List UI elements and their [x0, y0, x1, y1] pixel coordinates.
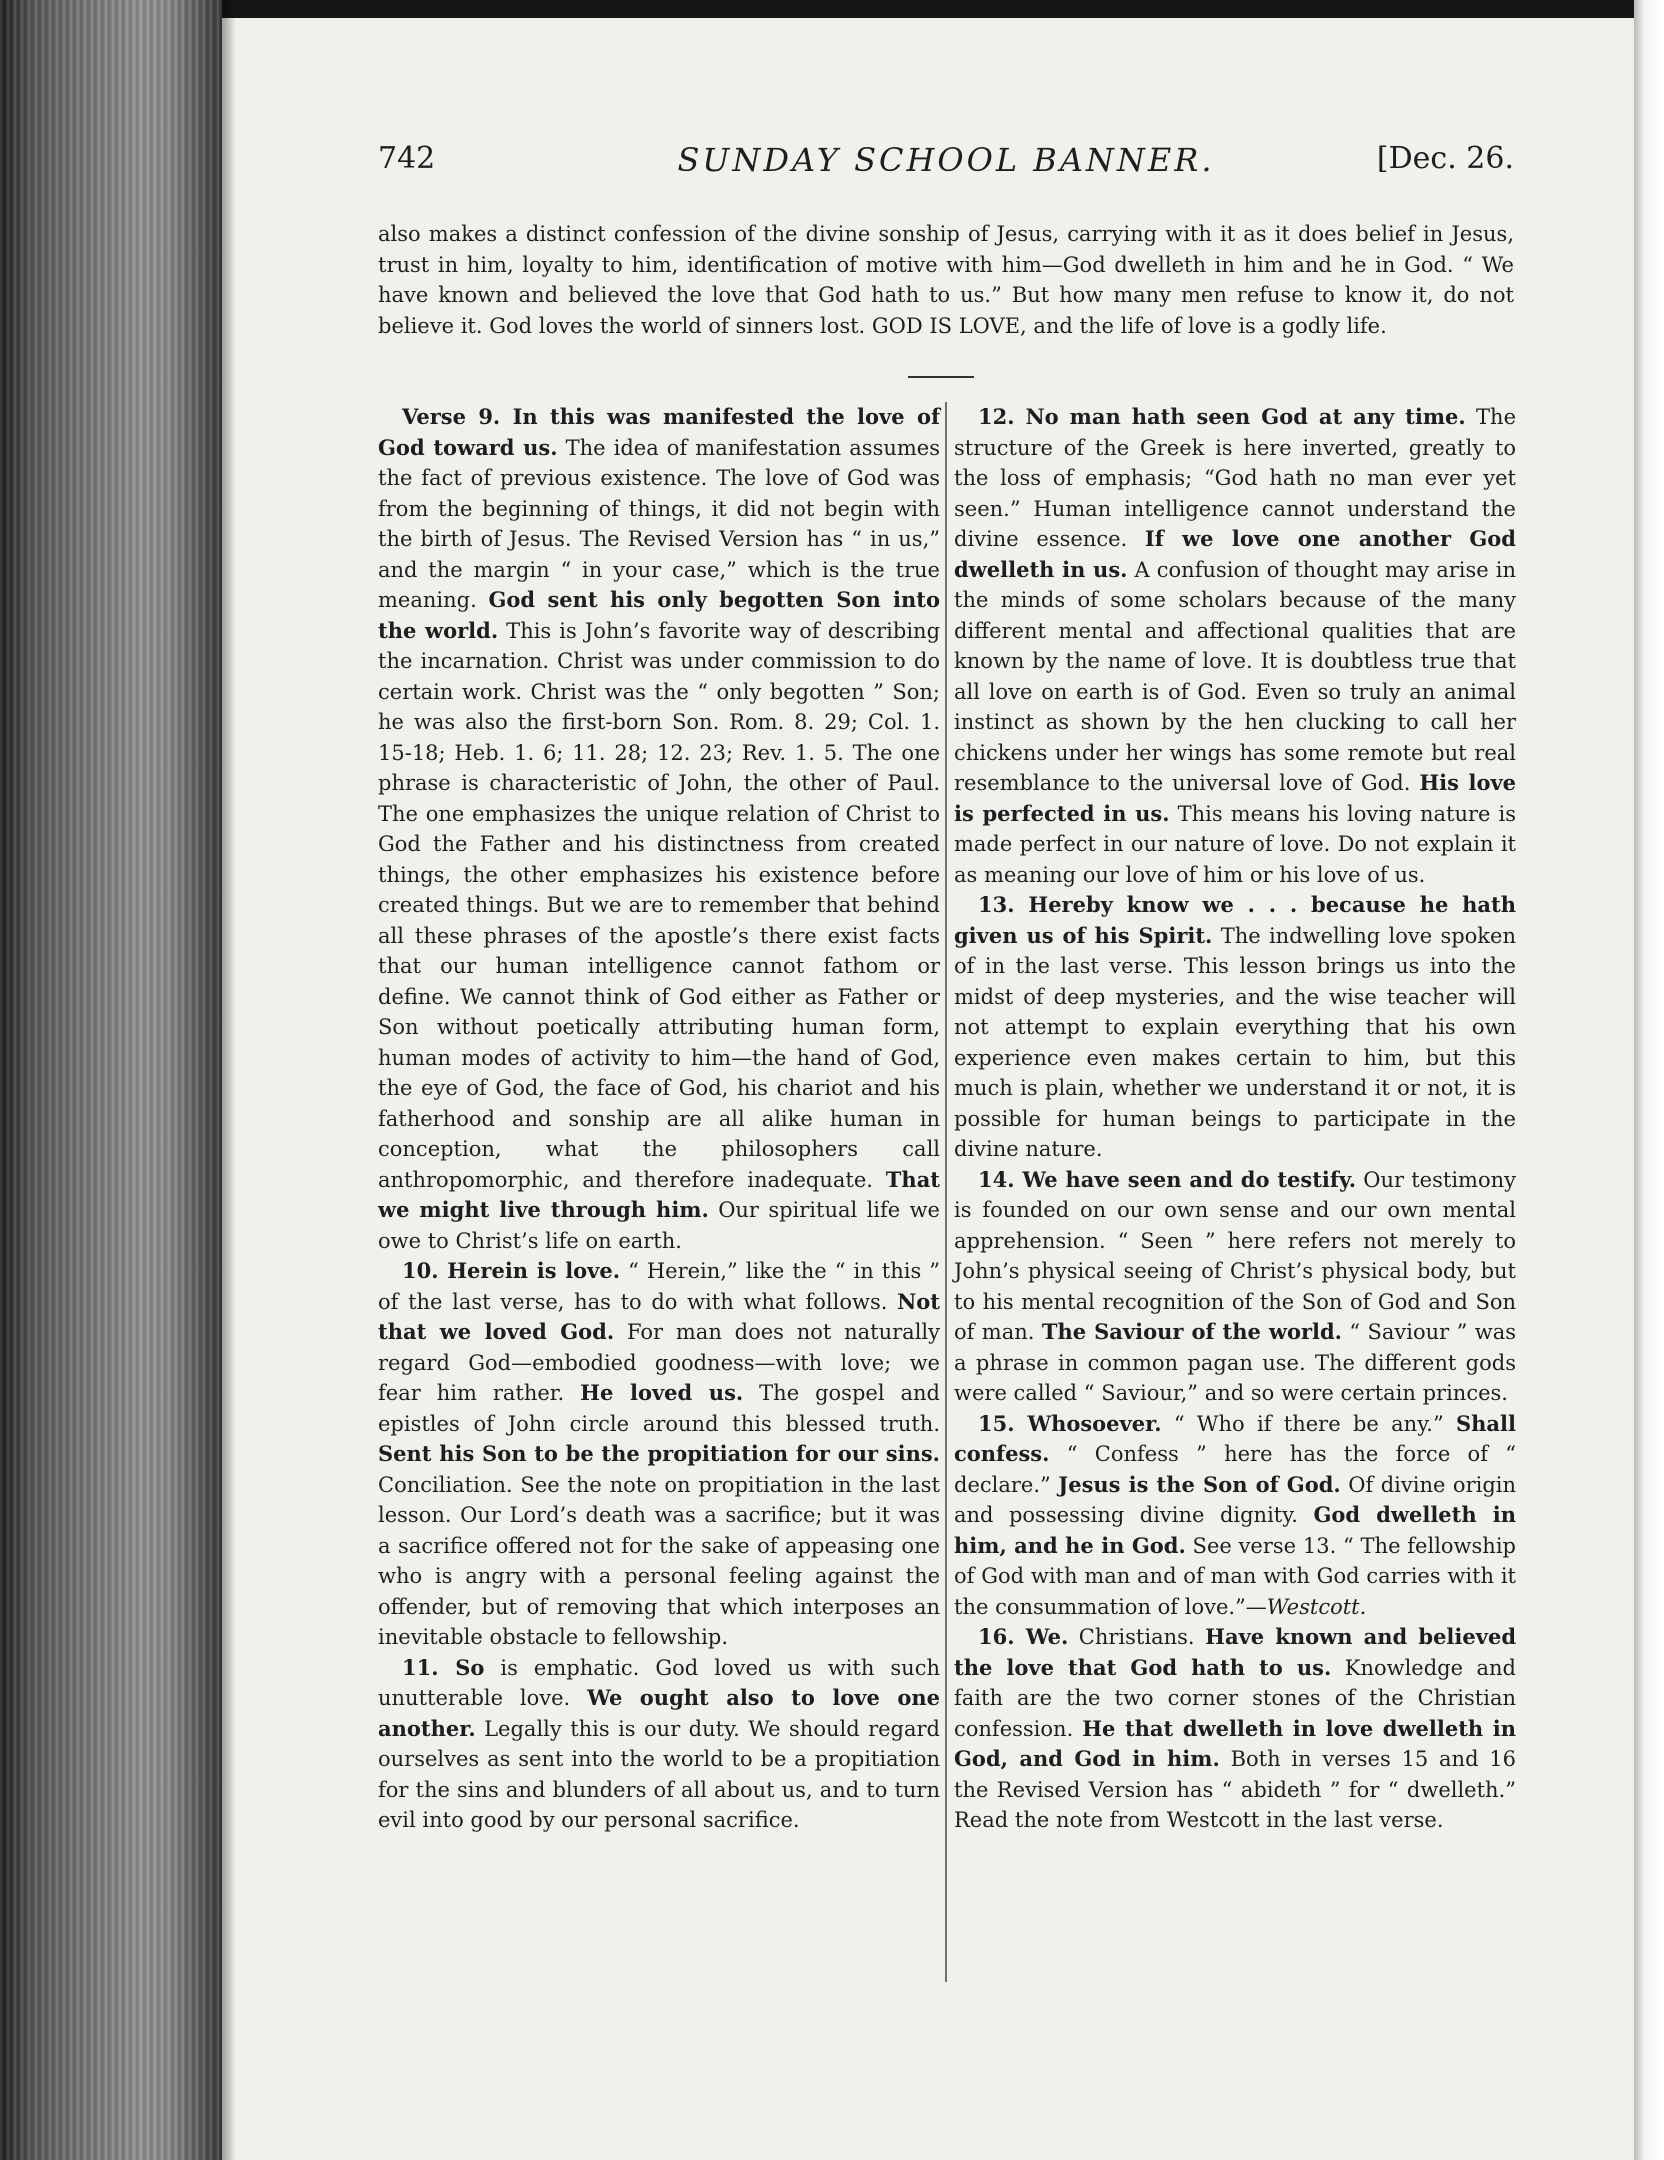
commentary-paragraph [378, 402, 940, 1256]
body-text: Our testimony is founded on our own sense and our own mental apprehension. “ Seen ” here refers not merely to John’s physical seeing of Christ’s physical body, but to his mental recognition of the Son of God and Son of man. [954, 1167, 1516, 1344]
commentary-paragraph [954, 1622, 1516, 1836]
right-column [954, 402, 1516, 1836]
body-text: Conciliation. See the note on propitiation in the last lesson. Our Lord’s death was a sacrifice; but it was a sacrifice offered not for the sake of appeasing one who is angry with a personal feeling against the offender, but of removing that which interposes an inevitable obstacle to fellowship. [378, 1472, 940, 1649]
page-number: 742 [378, 141, 436, 176]
bold-phrase: God sent his only begotten Son into the world. [378, 587, 941, 643]
body-text: The indwelling love spoken of in the last verse. This lesson brings us into the midst of deep mysteries, and the wise teacher will not attempt to explain everything that his own experience even makes certain to him, but this much is plain, whether we understand it or not, it is possible for human beings to participate in the divine nature. [954, 923, 1516, 1161]
section-rule [908, 376, 974, 378]
bold-phrase: Shall confess. [954, 1410, 1516, 1466]
bold-phrase: We ought also to love one another. [378, 1685, 941, 1741]
column-divider [945, 402, 947, 1982]
bold-phrase: Sent his Son to be the propitiation for our sins. [378, 1441, 940, 1466]
body-text: The structure of the Greek is here inverted, greatly to the loss of emphasis; “God hath no man ever yet seen.” Human intelligence cannot understand the divine essence. [954, 405, 1516, 551]
bold-phrase: He loved us. [580, 1380, 744, 1405]
body-text: See verse 13. “ The fellowship of God with man and of man with God carries with it the consummation of love.”— [954, 1533, 1516, 1619]
bold-phrase: 14. We have seen and do testify. [978, 1166, 1357, 1192]
body-text: “ Confess ” here has the force of “ declare.” [954, 1442, 1516, 1497]
page-header [378, 135, 1514, 191]
body-text: Christians. [1068, 1625, 1206, 1649]
commentary-paragraph [954, 402, 1516, 890]
body-text: Both in verses 15 and 16 the Revised Version has “ abideth ” for “ dwelleth.” Read the note from Westcott in the last verse. [954, 1747, 1517, 1832]
body-text: Knowledge and faith are the two corner stones of the Christian confession. [954, 1655, 1516, 1741]
book-spine-edge [0, 0, 222, 2160]
body-text: For man does not naturally regard God—embodied goodness—with love; we fear him rather. [378, 1320, 940, 1405]
left-column [378, 402, 940, 1836]
body-text: The gospel and epistles of John circle around this blessed truth. [378, 1381, 940, 1436]
bold-phrase: That we might live through him. [378, 1166, 940, 1222]
body-text: is emphatic. God loved us with such unutterable love. [378, 1655, 940, 1710]
scan-right-edge [1634, 0, 1664, 2160]
gutter-shadow [222, 0, 236, 2160]
body-text: Our spiritual life we owe to Christ’s life on earth. [378, 1198, 940, 1253]
body-text: “ Who if there be any.” [1161, 1411, 1456, 1436]
commentary-paragraph [378, 1256, 940, 1653]
bold-phrase: 16. We. [978, 1624, 1069, 1649]
italic-citation: Westcott. [1266, 1594, 1367, 1619]
commentary-paragraph [954, 1165, 1516, 1409]
body-text: “ Saviour ” was a phrase in common pagan use. The different gods were called “ Saviour,” and so were certain princes. [954, 1320, 1517, 1405]
body-text: Legally this is our duty. We should regard ourselves as sent into the world to be a propitiation for the sins and blunders of all about us, and to turn evil into good by our personal sacrifice. [378, 1716, 940, 1832]
body-text: This is John’s favorite way of describing the incarnation. Christ was under commission to do certain work. Christ was the “ only begotten ” Son; he was also the first-born Son. Rom. 8. 29; Col. 1. 15-18; Heb. 1. 6; 11. 28; 12. 23; Rev. 1. 5. The one phrase is characteristic of John, the other of Paul. The one emphasizes the unique relation of Christ to God the Father and his distinctness from created things, the other emphasizes his existence before created things. But we are to remember that behind all these phrases of the apostle’s there exist facts that our human intelligence cannot fathom or define. We cannot think of God either as Father or Son without poetically attributing human form, human modes of activity to him—the hand of God, the eye of God, the face of God, his chariot and his fatherhood and sonship are all alike human in conception, what the philosophers call anthropomorphic, and therefore inadequate. [378, 618, 941, 1192]
bold-phrase: 12. No man hath seen God at any time. [978, 404, 1466, 429]
bold-phrase: Verse 9. In this was manifested the love of God toward us. [378, 404, 940, 460]
bold-phrase: Not that we loved God. [378, 1288, 940, 1344]
body-text: A confusion of thought may arise in the minds of some scholars because of the many different mental and affectional qualities that are known by the name of love. It is doubtless true that all love on earth is of God. Even so truly an animal instinct as shown by the hen clucking to call her chickens under her wings has some remote but real resemblance to the universal love of God. [954, 557, 1516, 795]
intro-paragraph [378, 219, 1514, 341]
body-text: This means his loving nature is made perfect in our nature of love. Do not explain it as meaning our love of him or his love of us. [954, 801, 1516, 887]
scan-top-edge [0, 0, 1664, 18]
body-text: “ Herein,” like the “ in this ” of the last verse, has to do with what follows. [378, 1259, 941, 1314]
running-title: SUNDAY SCHOOL BANNER. [677, 141, 1215, 179]
commentary-paragraph [378, 1653, 940, 1836]
body-text: The idea of manifestation assumes the fact of previous existence. The love of God was from the beginning of things, it did not begin with the birth of Jesus. The Revised Version has “ in us,” and the margin “ in your case,” which is the true meaning. [378, 435, 940, 612]
body-text: Of divine origin and possessing divine dignity. [954, 1472, 1517, 1527]
bold-phrase: 13. Hereby know we . . . because he hath given us of his Spirit. [954, 892, 1516, 948]
bold-phrase: Have known and believed the love that God hath to us. [954, 1624, 1516, 1680]
commentary-paragraph [954, 1409, 1516, 1623]
bold-phrase: 15. Whosoever. [978, 1410, 1162, 1436]
bold-phrase: 10. Herein is love. [402, 1258, 621, 1283]
bold-phrase: He that dwelleth in love dwelleth in God, and God in him. [954, 1715, 1516, 1771]
page-date: [Dec. 26. [1376, 141, 1514, 176]
bold-phrase: God dwelleth in him, and he in God. [954, 1502, 1516, 1558]
commentary-paragraph [954, 890, 1516, 1165]
bold-phrase: 11. So [402, 1654, 485, 1680]
bold-phrase: Jesus is the Son of God. [1058, 1471, 1341, 1497]
bold-phrase: The Saviour of the world. [1041, 1319, 1342, 1344]
body-text: also makes a distinct confession of the divine sonship of Jesus, carrying with it as it does belief in Jesus, trust in him, loyalty to him, identification of motive with him—God dwelleth in him and he in God. “ We have known and believed the love that God hath to us.” But how many men refuse to know it, do not believe it. God loves the world of sinners lost. GOD IS LOVE, and the life of love is a godly life. [378, 222, 1514, 338]
bold-phrase: If we love one another God dwelleth in us. [954, 526, 1516, 582]
bold-phrase: His love is perfected in us. [954, 770, 1517, 826]
